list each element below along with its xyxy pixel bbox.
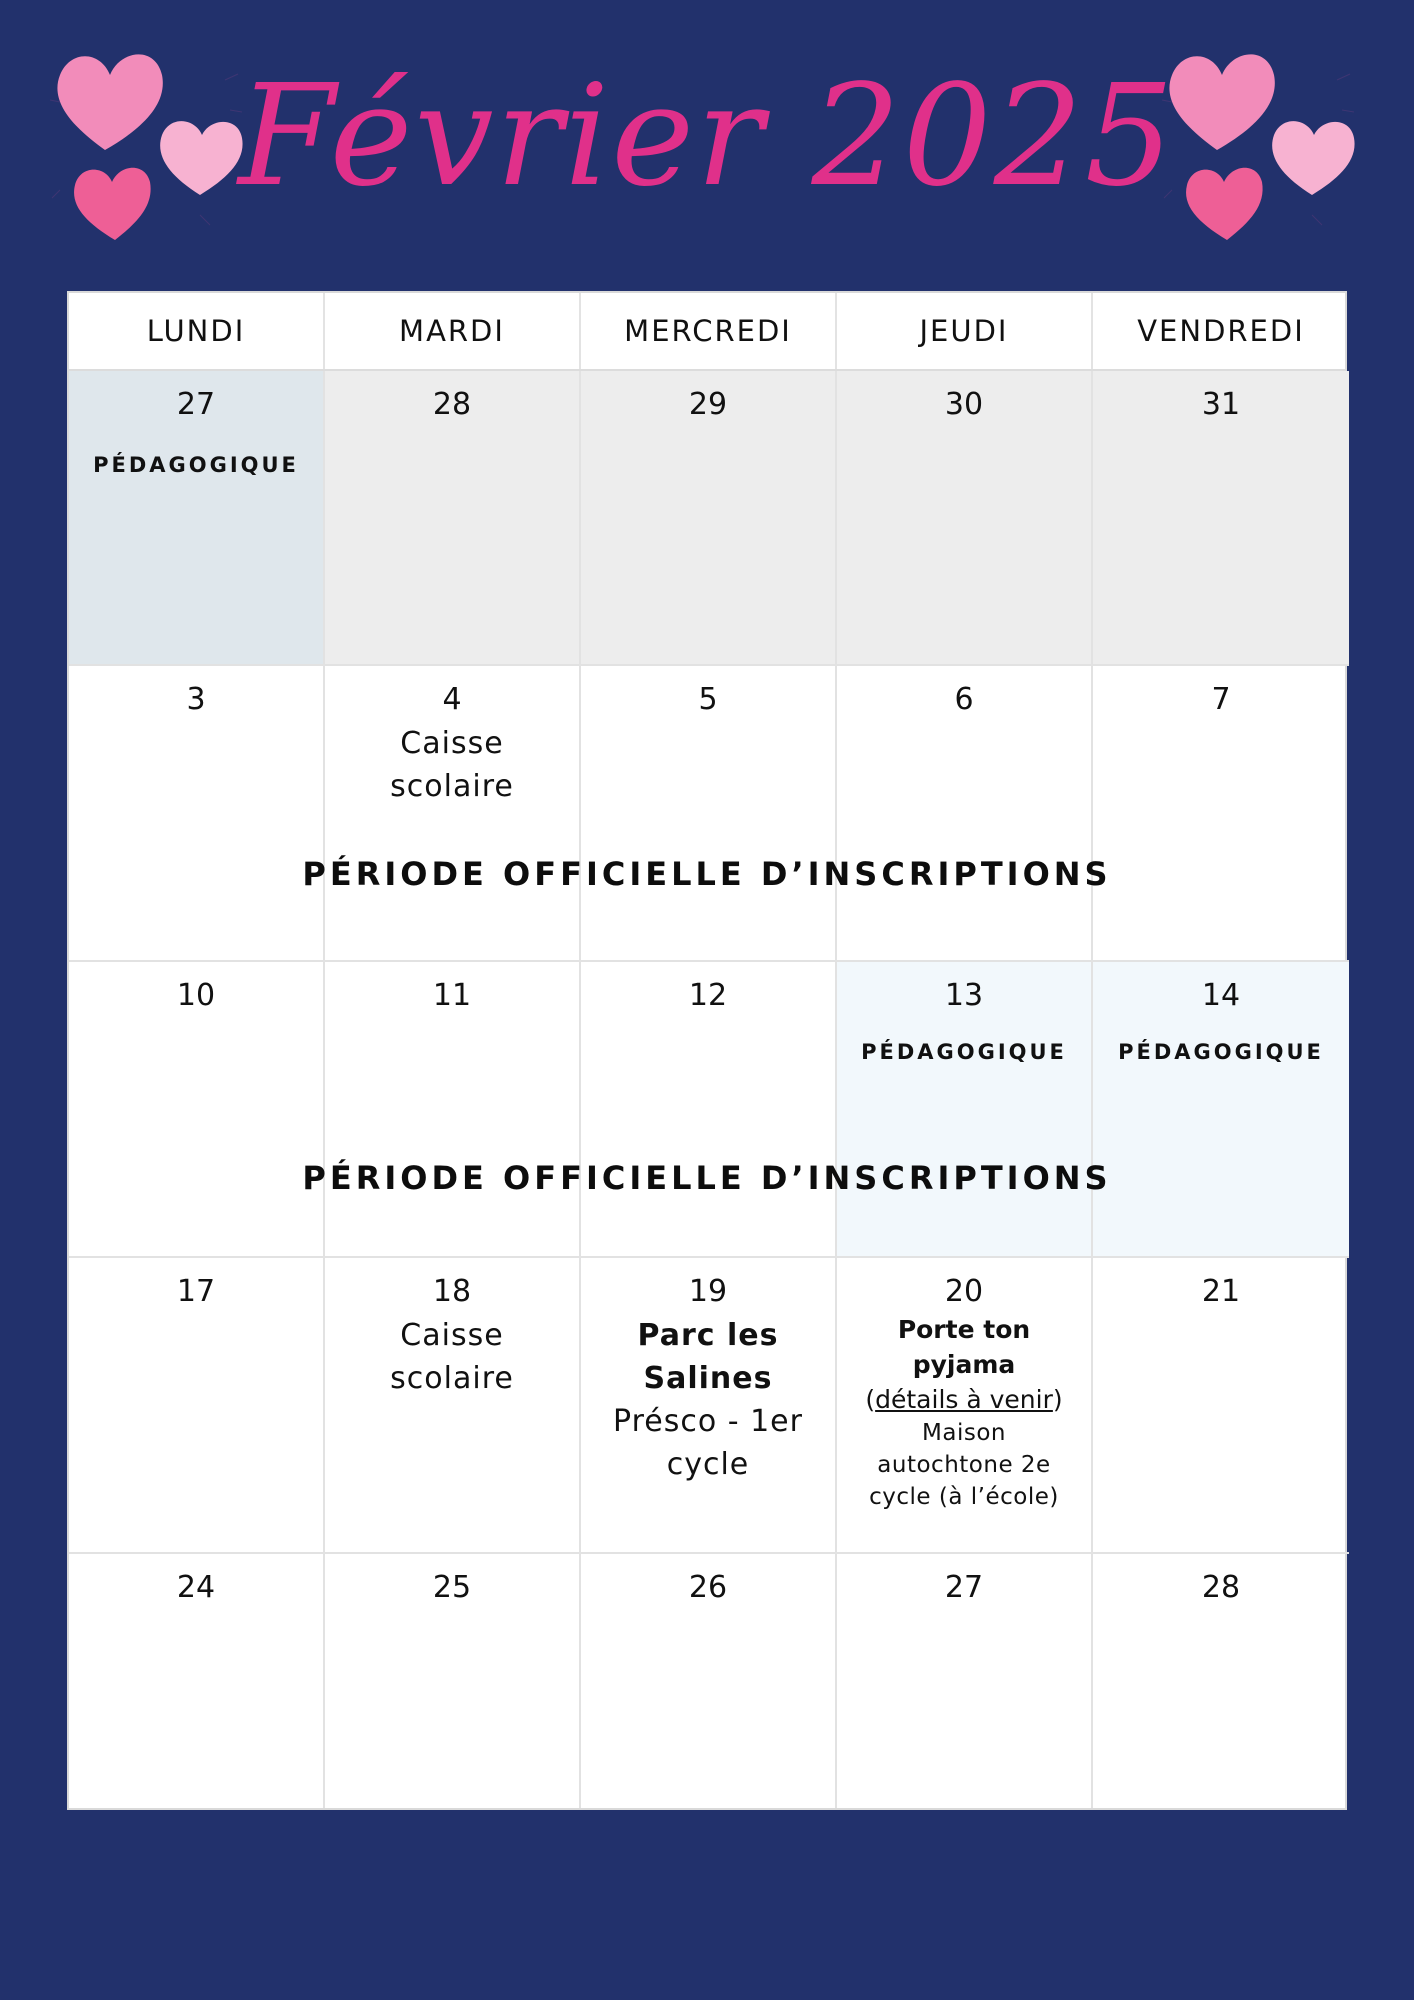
- day-number: 20: [944, 1274, 984, 1309]
- pedagogique-tag: PÉDAGOGIQUE: [861, 1040, 1067, 1064]
- day-number: 10: [176, 978, 216, 1013]
- event-line: cycle: [666, 1447, 750, 1482]
- paren: (: [865, 1385, 876, 1414]
- day-cell: [581, 371, 837, 666]
- day-cell: [581, 962, 837, 1258]
- weekday-header: [69, 293, 1345, 372]
- event-text: [837, 1417, 1091, 1513]
- event-line: Parc les: [637, 1318, 779, 1353]
- day-number: 28: [432, 387, 472, 422]
- page-title: Février 2025: [238, 55, 1176, 218]
- pedagogique-tag: PÉDAGOGIQUE: [93, 453, 299, 477]
- day-cell: [581, 666, 837, 962]
- day-cell: [325, 962, 581, 1258]
- header: [0, 0, 1414, 290]
- calendar: [67, 291, 1347, 1810]
- event-line: Caisse: [400, 1318, 504, 1353]
- event-line: scolaire: [390, 769, 514, 804]
- day-cell: [581, 1554, 837, 1808]
- weekday-label: VENDREDI: [1137, 314, 1305, 348]
- day-number: 6: [954, 682, 974, 717]
- day-number: 12: [688, 978, 728, 1013]
- inscriptions-banner: PÉRIODE OFFICIELLE D’INSCRIPTIONS: [302, 855, 1112, 893]
- day-number: 25: [432, 1570, 472, 1605]
- day-cell: [837, 666, 1093, 962]
- day-number: 24: [176, 1570, 216, 1605]
- day-number: 17: [176, 1274, 216, 1309]
- day-cell: [69, 666, 325, 962]
- day-cell: [1093, 1554, 1349, 1808]
- event-text: [325, 722, 579, 808]
- event-title: [581, 1314, 835, 1400]
- day-cell: [837, 1258, 1093, 1554]
- day-number: 29: [688, 387, 728, 422]
- details-line: [837, 1382, 1091, 1417]
- event-text: [581, 1400, 835, 1486]
- event-line: autochtone 2e: [877, 1452, 1051, 1478]
- day-number: 7: [1211, 682, 1231, 717]
- day-cell: [325, 1258, 581, 1554]
- day-number: 31: [1201, 387, 1241, 422]
- weekday-label: JEUDI: [837, 293, 1093, 369]
- day-cell: [69, 1554, 325, 1808]
- event-line: pyjama: [912, 1350, 1016, 1379]
- day-cell: [325, 1554, 581, 1808]
- day-cell: [837, 371, 1093, 666]
- day-cell: [1093, 371, 1349, 666]
- event-line: Présco - 1er: [613, 1404, 803, 1439]
- day-cell: [69, 371, 325, 666]
- day-number: 27: [176, 387, 216, 422]
- event-line: scolaire: [390, 1361, 514, 1396]
- weekday-label: MERCREDI: [581, 293, 837, 369]
- event-line: Maison: [922, 1420, 1006, 1446]
- day-number: 18: [432, 1274, 472, 1309]
- day-number: 4: [442, 682, 462, 717]
- day-cell: [325, 666, 581, 962]
- day-number: 5: [698, 682, 718, 717]
- event-line: cycle (à l’école): [869, 1484, 1059, 1510]
- weekday-label: MARDI: [325, 293, 581, 369]
- event-title: [837, 1312, 1091, 1382]
- pedagogique-tag: PÉDAGOGIQUE: [1118, 1040, 1324, 1064]
- event-line: Caisse: [400, 726, 504, 761]
- day-cell: [1093, 666, 1349, 962]
- day-number: 27: [944, 1570, 984, 1605]
- event-text: [325, 1314, 579, 1400]
- details-link[interactable]: détails à venir: [875, 1385, 1053, 1414]
- day-cell: [1093, 1258, 1349, 1554]
- event-line: Porte ton: [897, 1315, 1031, 1344]
- day-number: 28: [1201, 1570, 1241, 1605]
- day-number: 21: [1201, 1274, 1241, 1309]
- day-cell: [1093, 962, 1349, 1258]
- event-line: Salines: [643, 1361, 773, 1396]
- weekday-label: LUNDI: [69, 293, 325, 369]
- day-number: 26: [688, 1570, 728, 1605]
- day-cell: [69, 1258, 325, 1554]
- inscriptions-banner: PÉRIODE OFFICIELLE D’INSCRIPTIONS: [302, 1159, 1112, 1197]
- day-cell: [325, 371, 581, 666]
- day-cell: [837, 962, 1093, 1258]
- day-number: 14: [1201, 978, 1241, 1013]
- paren: ): [1052, 1385, 1063, 1414]
- day-number: 13: [944, 978, 984, 1013]
- day-cell: [581, 1258, 837, 1554]
- day-cell: [69, 962, 325, 1258]
- day-number: 11: [432, 978, 472, 1013]
- day-number: 30: [944, 387, 984, 422]
- day-number: 19: [688, 1274, 728, 1309]
- day-number: 3: [186, 682, 206, 717]
- day-cell: [837, 1554, 1093, 1808]
